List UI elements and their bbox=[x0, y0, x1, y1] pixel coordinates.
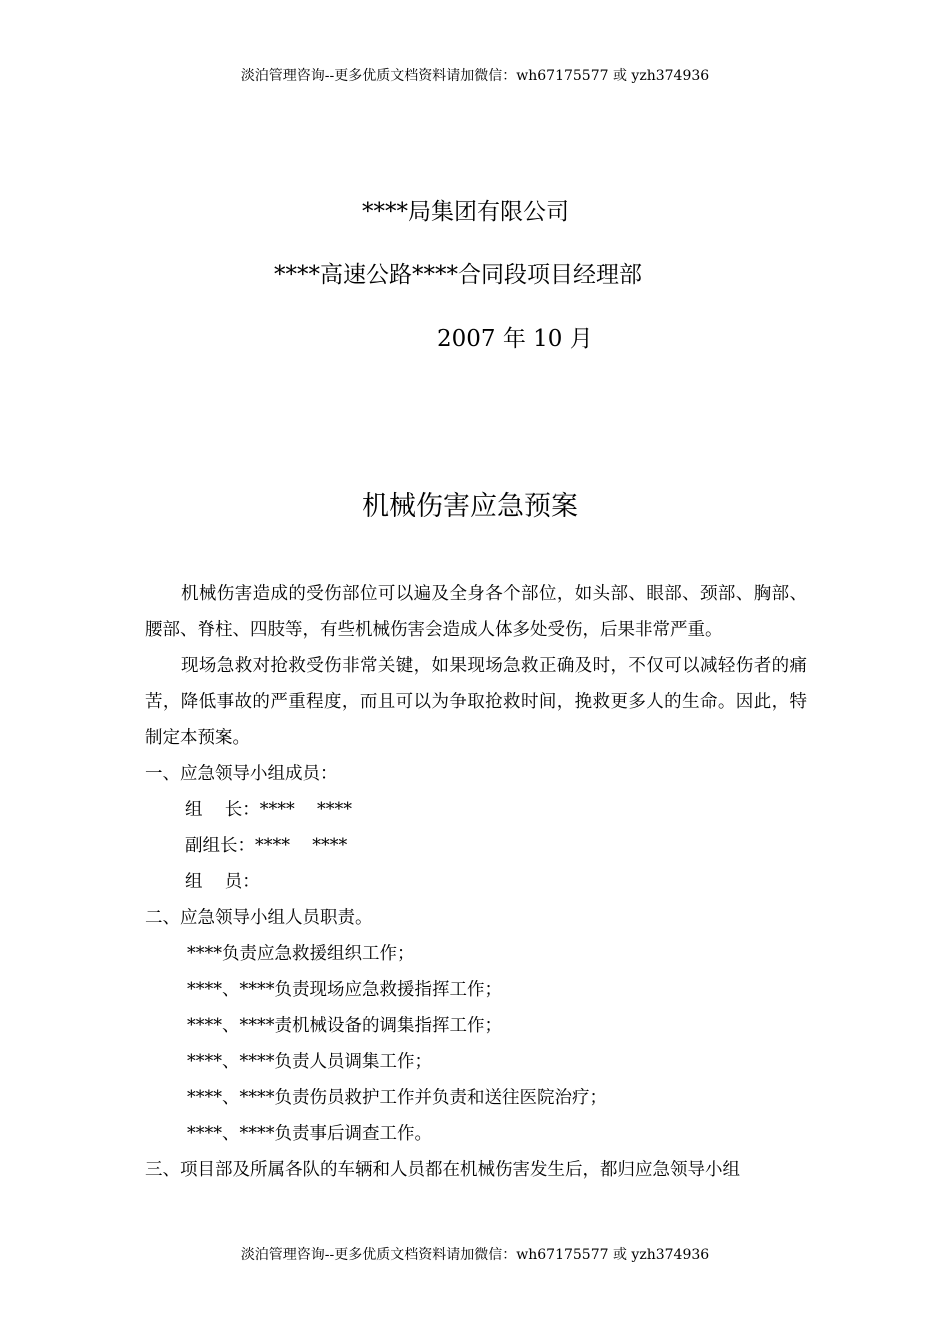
duty-item: ****、****负责伤员救护工作并负责和送往医院治疗； bbox=[187, 1088, 607, 1108]
cover-date: 2007 年 10 月 bbox=[437, 326, 593, 352]
member-team: 组 员： bbox=[185, 872, 260, 892]
duty-item: ****、****负责人员调集工作； bbox=[187, 1052, 432, 1072]
page-header: 淡泊管理咨询--更多优质文档资料请加微信：wh67175577 或 yzh374936 bbox=[240, 68, 710, 84]
duty-item: ****、****负责现场应急救援指挥工作； bbox=[187, 980, 502, 1000]
member-leader: 组 长：**** **** bbox=[185, 800, 353, 820]
member-deputy-leader: 副组长：**** **** bbox=[185, 836, 348, 856]
document-body bbox=[145, 576, 807, 1188]
paragraph-intro: 机械伤害造成的受伤部位可以遍及全身各个部位，如头部、眼部、颈部、胸部、腰部、脊柱、四肢等，有些机械伤害会造成人体多处受伤，后果非常严重。 bbox=[145, 584, 807, 640]
paragraph-importance: 现场急救对抢救受伤非常关键，如果现场急救正确及时，不仅可以减轻伤者的痛苦，降低事故的严重程度，而且可以为争取抢救时间，挽救更多人的生命。因此，特制定本预案。 bbox=[145, 656, 807, 748]
cover-company-name: ****局集团有限公司 bbox=[362, 199, 569, 225]
cover-department: ****高速公路****合同段项目经理部 bbox=[274, 262, 642, 288]
document-title: 机械伤害应急预案 bbox=[362, 491, 578, 522]
duty-item: ****负责应急救援组织工作； bbox=[187, 944, 415, 964]
duty-item: ****、****负责事后调查工作。 bbox=[187, 1124, 432, 1144]
section-heading-members: 一、应急领导小组成员： bbox=[145, 764, 338, 784]
section-heading-duties: 二、应急领导小组人员职责。 bbox=[145, 908, 373, 928]
page-footer: 淡泊管理咨询--更多优质文档资料请加微信：wh67175577 或 yzh374936 bbox=[240, 1247, 710, 1263]
duty-item: ****、****责机械设备的调集指挥工作； bbox=[187, 1016, 502, 1036]
section-heading-vehicles: 三、项目部及所属各队的车辆和人员都在机械伤害发生后，都归应急领导小组 bbox=[145, 1160, 740, 1180]
